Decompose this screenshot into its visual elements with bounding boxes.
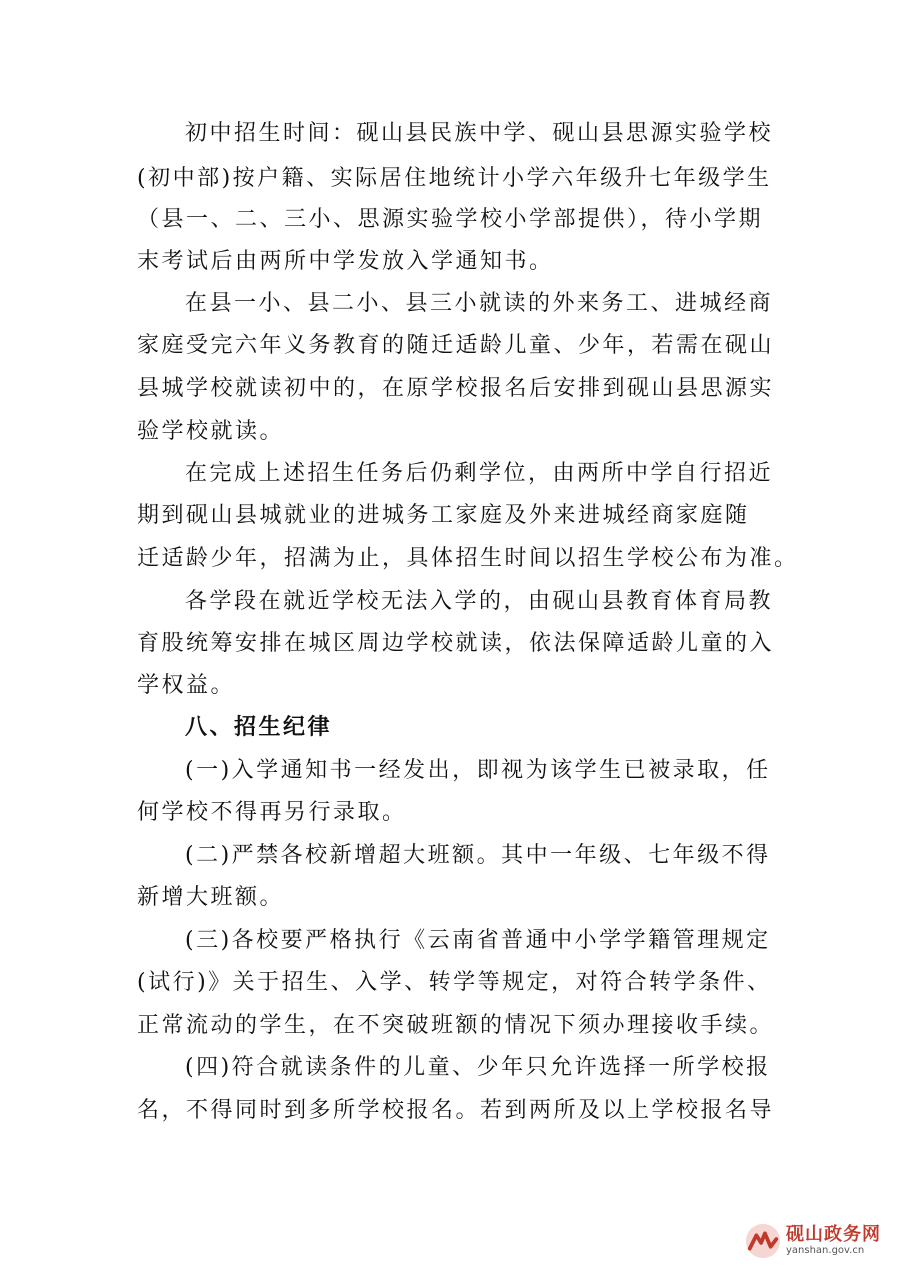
text-line: (二)严禁各校新增超大班额。其中一年级、七年级不得: [185, 843, 771, 868]
text-line: (一)入学通知书一经发出，即视为该学生已被录取，任: [185, 758, 771, 783]
text-line: 名，不得同时到多所学校报名。若到两所及以上学校报名导: [137, 1098, 775, 1123]
text-line: (三)各校要严格执行《云南省普通中小学学籍管理规定: [185, 928, 771, 953]
watermark-text: [786, 1225, 881, 1257]
text-line: 在完成上述招生任务后仍剩学位，由两所中学自行招近: [185, 461, 774, 486]
text-line: 在县一小、县二小、县三小就读的外来务工、进城经商: [185, 291, 774, 316]
watermark-url: yanshan.gov.cn: [786, 1245, 865, 1256]
text-line: 正常流动的学生，在不突破班额的情况下须办理接收手续。: [137, 1013, 775, 1038]
section-heading: 八、招生纪律: [185, 715, 333, 740]
text-line: 家庭受完六年义务教育的随迁适龄儿童、少年，若需在砚山: [137, 333, 775, 358]
site-watermark: [744, 1217, 894, 1265]
watermark-title: 砚山政务网: [786, 1224, 881, 1245]
text-line: （县一、二、三小、思源实验学校小学部提供），待小学期: [137, 207, 764, 232]
text-line: 各学段在就近学校无法入学的，由砚山县教育体育局教: [185, 589, 774, 614]
text-line: 何学校不得再另行录取。: [137, 800, 407, 825]
text-line: 迁适龄少年，招满为止，具体招生时间以招生学校公布为准。: [137, 546, 799, 571]
text-line: (初中部)按户籍、实际居住地统计小学六年级升七年级学生: [137, 166, 772, 191]
text-line: 新增大班额。: [137, 885, 285, 910]
site-logo-icon: [744, 1222, 782, 1260]
text-line: (试行)》关于招生、入学、转学等规定，对符合转学条件、: [137, 970, 772, 995]
text-line: 育股统筹安排在城区周边学校就读，依法保障适龄儿童的入: [137, 631, 775, 656]
text-line: 末考试后由两所中学发放入学通知书。: [137, 249, 554, 274]
text-line: 验学校就读。: [137, 419, 285, 444]
text-line: 学权益。: [137, 673, 236, 698]
text-line: 县城学校就读初中的，在原学校报名后安排到砚山县思源实: [137, 376, 775, 401]
text-line: 期到砚山县城就业的进城务工家庭及外来进城经商家庭随: [137, 503, 750, 528]
text-line: (四)符合就读条件的儿童、少年只允许选择一所学校报: [185, 1055, 771, 1080]
text-line: 初中招生时间：砚山县民族中学、砚山县思源实验学校: [185, 121, 774, 146]
